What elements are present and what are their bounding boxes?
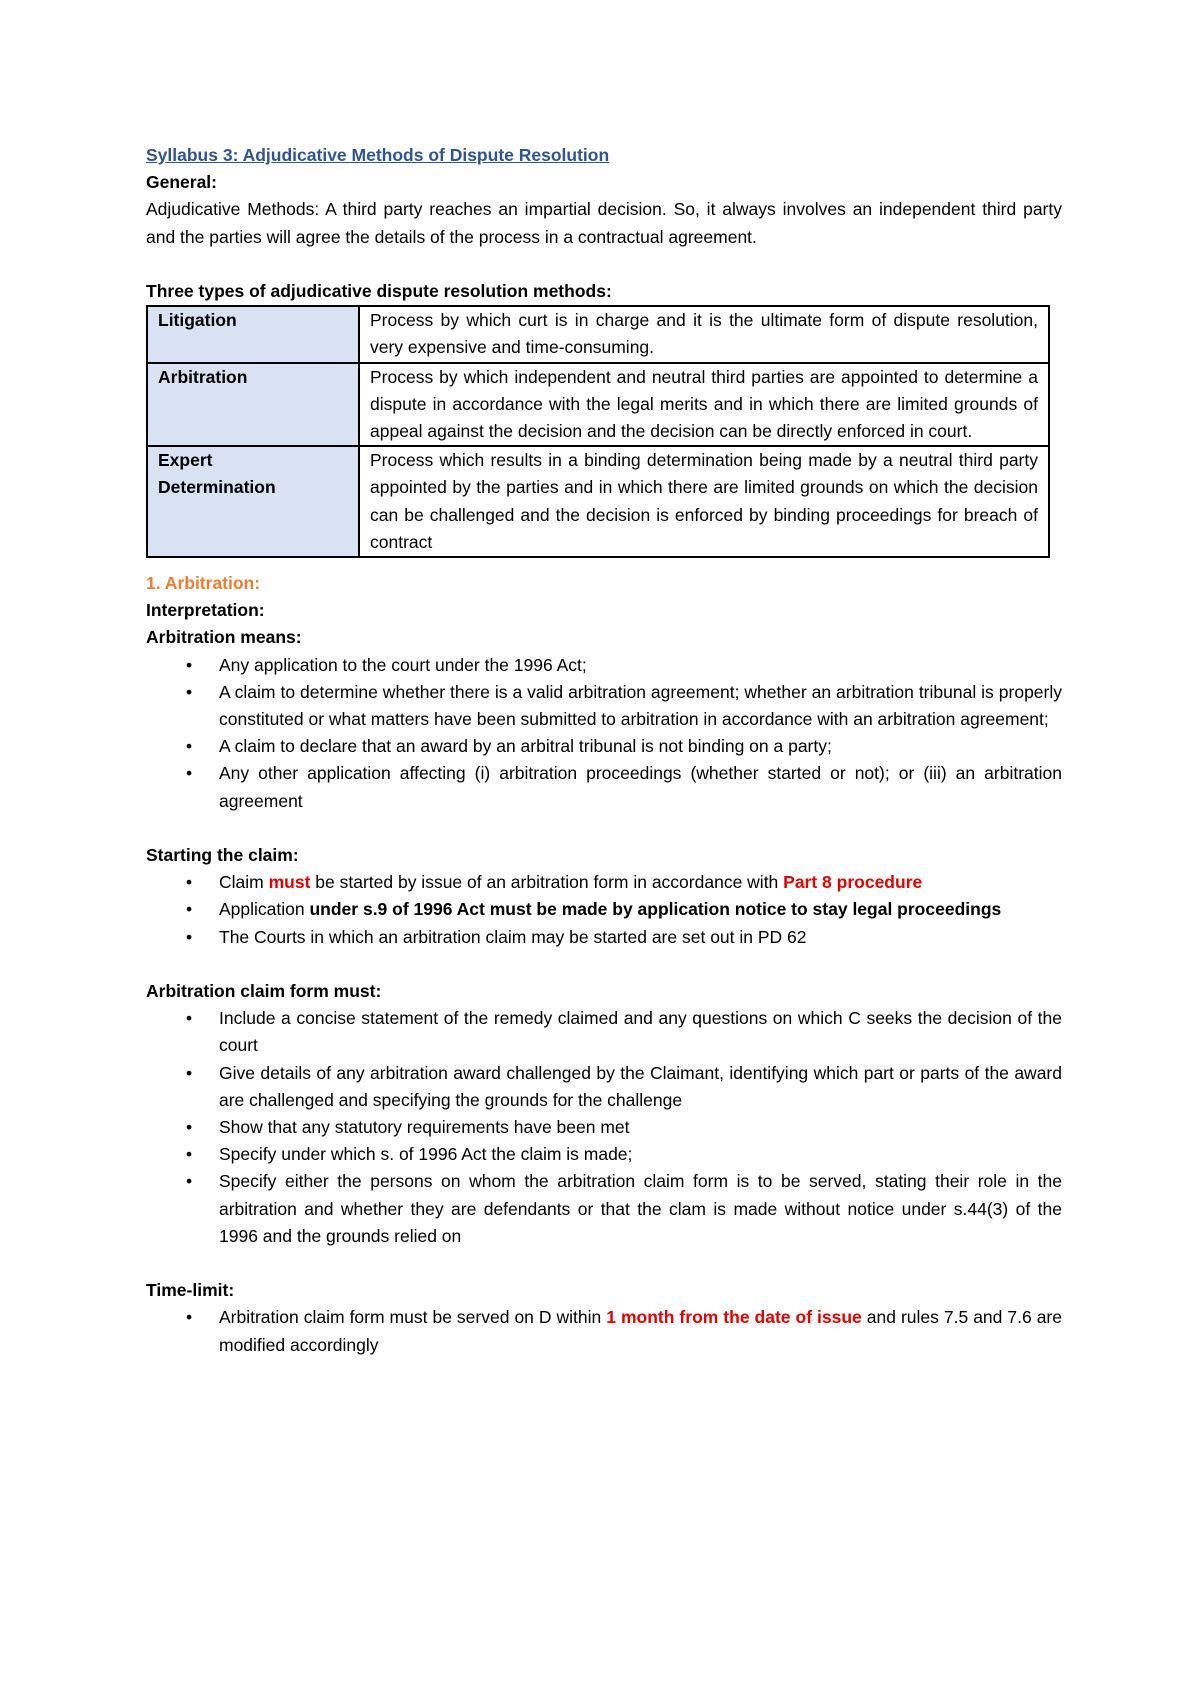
list-item: • Claim must be started by issue of an arbitration form in accordance with Part 8 procedure [146, 869, 1062, 896]
methods-table [146, 305, 1050, 558]
document-title: Syllabus 3: Adjudicative Methods of Dispute Resolution [146, 145, 610, 165]
table-definition: Process by which independent and neutral third parties are appointed to determine a dispute in accordance with the legal merits and in which there are limited grounds of appeal against the decision and the decision can be directly enforced in court. [359, 363, 1049, 447]
document-page [146, 142, 1062, 1359]
emphasis-must: must [268, 872, 311, 893]
list-item: • Any other application affecting (i) arbitration proceedings (whether started or not); or (iii) an arbitration agreement [146, 760, 1062, 814]
starting-list [146, 869, 1062, 951]
bullet-icon: • [186, 926, 193, 947]
list-item: • Show that any statutory requirements have been met [146, 1114, 1062, 1141]
bullet-icon: • [186, 1307, 193, 1328]
list-item: • A claim to determine whether there is a valid arbitration agreement; whether an arbitration tribunal is properly constituted or what matters have been submitted to arbitration in accordance with an arbitration agreement; [146, 679, 1062, 733]
starting-heading: Starting the claim: [146, 845, 299, 866]
list-item: • The Courts in which an arbitration claim may be started are set out in PD 62 [146, 924, 1062, 951]
bullet-icon: • [186, 1117, 193, 1138]
bullet-icon: • [186, 681, 193, 702]
emphasis-part8: Part 8 procedure [783, 872, 923, 893]
bullet-icon: • [186, 872, 193, 893]
general-heading: General: [146, 172, 217, 193]
bullet-icon: • [186, 1171, 193, 1192]
table-row [147, 306, 1049, 362]
bullet-icon: • [186, 1062, 193, 1083]
list-item: • Specify either the persons on whom the arbitration claim form is to be served, stating their role in the arbitration and whether they are defendants or that the clam is made without notice under s.44(3) of the 1996 and the grounds relied on [146, 1168, 1062, 1250]
interpretation-heading: Interpretation: [146, 600, 265, 621]
list-item: • Include a concise statement of the remedy claimed and any questions on which C seeks the decision of the court [146, 1005, 1062, 1059]
means-list [146, 652, 1062, 815]
bullet-icon: • [186, 736, 193, 757]
bullet-icon: • [186, 763, 193, 784]
table-term: Litigation [147, 306, 359, 362]
table-term: Expert Determination [147, 446, 359, 557]
table-definition: Process by which curt is in charge and it is the ultimate form of dispute resolution, very expensive and time-consuming. [359, 306, 1049, 362]
spacer [146, 558, 1062, 570]
form-heading: Arbitration claim form must: [146, 981, 382, 1002]
spacer [146, 815, 1062, 842]
list-item: • Any application to the court under the 1996 Act; [146, 652, 1062, 679]
list-item: • A claim to declare that an award by an arbitral tribunal is not binding on a party; [146, 733, 1062, 760]
list-item: • Give details of any arbitration award challenged by the Claimant, identifying which part or parts of the award are challenged and specifying the grounds for the challenge [146, 1060, 1062, 1114]
table-row [147, 446, 1049, 557]
table-row [147, 363, 1049, 447]
bullet-icon: • [186, 1144, 193, 1165]
form-list [146, 1005, 1062, 1250]
time-limit-list [146, 1304, 1062, 1358]
spacer [146, 251, 1062, 278]
general-text: Adjudicative Methods: A third party reaches an impartial decision. So, it always involves an independent third party and the parties will agree the details of the process in a contractual agreement. [146, 199, 1062, 247]
table-definition: Process which results in a binding determination being made by a neutral third party appointed by the parties and in which there are limited grounds on which the decision can be challenged and the decision is enforced by binding proceedings for breach of contract [359, 446, 1049, 557]
emphasis-s9: under s.9 of 1996 Act must be made by application notice to stay legal proceedings [309, 899, 1002, 920]
list-item: • Arbitration claim form must be served on D within 1 month from the date of issue and rules 7.5 and 7.6 are modified accordingly [146, 1304, 1062, 1358]
means-heading: Arbitration means: [146, 627, 302, 648]
bullet-icon: • [186, 1008, 193, 1029]
bullet-icon: • [186, 654, 193, 675]
emphasis-one-month: 1 month from the date of issue [606, 1307, 862, 1328]
spacer [146, 951, 1062, 978]
table-term: Arbitration [147, 363, 359, 447]
bullet-icon: • [186, 899, 193, 920]
types-heading: Three types of adjudicative dispute resolution methods: [146, 281, 612, 301]
list-item: • Specify under which s. of 1996 Act the claim is made; [146, 1141, 1062, 1168]
time-limit-heading: Time-limit: [146, 1280, 235, 1301]
list-item: • Application under s.9 of 1996 Act must be made by application notice to stay legal proceedings [146, 896, 1062, 923]
arbitration-heading: 1. Arbitration: [146, 573, 261, 594]
spacer [146, 1250, 1062, 1277]
